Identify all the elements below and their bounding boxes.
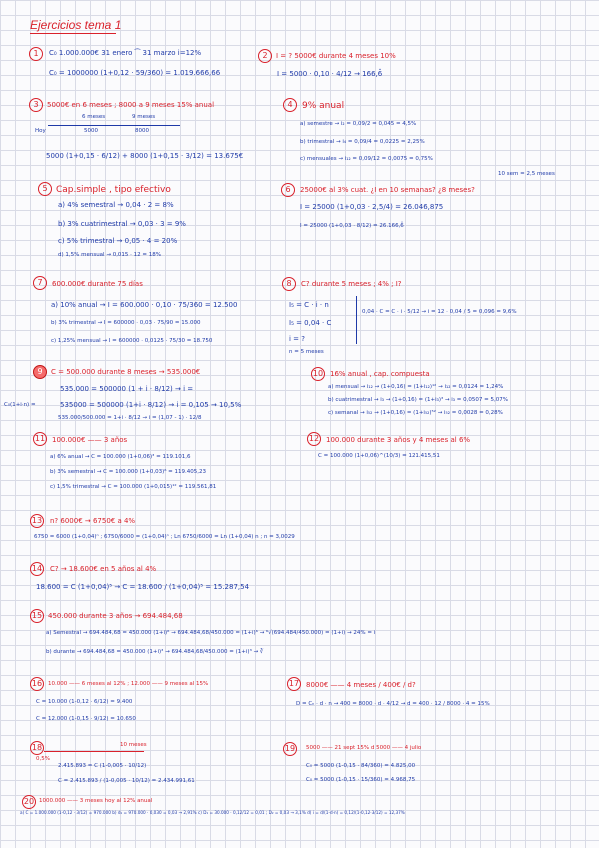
- exercise-line: b) trimestral → i₄ = 0,09/4 = 0,0225 = 2,25%: [300, 139, 425, 145]
- exercise-number: 6: [281, 183, 295, 197]
- exercise-header: 9% anual: [302, 101, 345, 111]
- exercise-line: i = ?: [289, 335, 305, 343]
- exercise-line: C₀ = 5000 (1-0,15 · 15/360) = 4.968,75: [306, 777, 416, 783]
- exercise-line: n = 5 meses: [289, 349, 324, 355]
- exercise-number: 19: [283, 742, 297, 756]
- exercise-line: 6750 = 6000 (1+0,04)ⁿ ; 6750/6000 = (1+0,04)ⁿ ; Ln 6750/6000 = Ln (1+0,04) n ; n = 3,0029: [34, 534, 295, 540]
- exercise-line: c) mensuales → i₁₂ = 0,09/12 = 0,0075 = 0,75%: [300, 156, 433, 162]
- exercise-line: a) 4% semestral → 0,04 · 2 = 8%: [58, 201, 174, 209]
- exercise-line: c) 1,25% mensual → I = 600000 · 0,0125 · 75/30 = 18.750: [51, 338, 213, 344]
- exercise-line: b) 3% cuatrimestral → 0,03 · 3 = 9%: [58, 220, 186, 228]
- exercise-line: a) C = 1.000.000 (1-0,12 · 3/12) = 970.000 b) d₁ = 970.000 · 0,030 = 0,03 → 2,91% c) D₁ = 30.000 · 0,12/12 = 0,01 ; D₂ = 0,03 → 3,1% d) i = d/(1-d·n) = 0,12/(1-0,12·3/12) = 12,37%: [20, 810, 405, 815]
- exercise-line: 2.415.893 = C (1-0,005 · 10/12): [58, 763, 147, 769]
- exercise-header: I = ? 5000€ durante 4 meses 10%: [276, 52, 396, 60]
- timeline-label: Hoy: [35, 128, 46, 134]
- page-title: Ejercicios tema 1: [30, 18, 122, 32]
- exercise-line: I₅ = 0,04 · C: [289, 319, 332, 327]
- exercise-line: C₀ = 5000 (1-0,15 · 84/360) = 4.825,00: [306, 763, 416, 769]
- timeline-label: 5000: [84, 128, 98, 134]
- exercise-line: c) 1,5% trimestral → C = 100.000 (1+0,015)¹² = 119.561,81: [50, 484, 217, 490]
- timeline-label: 8000: [135, 128, 149, 134]
- exercise-header: C? durante 5 meses ; 4% ; I?: [301, 280, 402, 288]
- exercise-note: 10 sem = 2,5 meses: [498, 171, 555, 177]
- exercise-number: 5: [38, 182, 52, 196]
- title-underline: [30, 33, 116, 34]
- exercise-line: I₅ = C · i · n: [289, 301, 329, 309]
- exercise-line: 535.000/500.000 = 1+i · 8/12 → i = (1,07 - 1) · 12/8: [58, 415, 202, 421]
- exercise-line: a) Semestral → 694.484,68 = 450.000 (1+i)⁶ → 694.484,68/450.000 = (1+i)⁶ → ⁶√(694.484/450.000) = (1+i) → 24% = i: [46, 630, 376, 636]
- exercise-header: C₀ 1.000.000€ 31 enero ⁀ 31 marzo i=12%: [49, 49, 202, 57]
- exercise-number: 1: [29, 47, 43, 61]
- exercise-line: I = 25000 (1+0,03 · 8/12) = 26.166,6̂: [300, 223, 404, 229]
- exercise-line: 18.600 = C (1+0,04)⁵ → C = 18.600 / (1+0,04)⁵ = 15.287,54: [36, 583, 250, 591]
- exercise-header: n? 6000€ → 6750€ a 4%: [50, 517, 136, 525]
- exercise-line: a) mensual → i₁₂ → (1+0,16) = (1+i₁₂)¹² → i₁₂ = 0,0124 = 1,24%: [328, 384, 504, 390]
- exercise-header: 10.000 —— 6 meses al 12% ; 12.000 —— 9 meses al 15%: [48, 681, 209, 687]
- timeline-label: 9 meses: [132, 114, 156, 120]
- exercise-note: 0,5%: [36, 756, 50, 762]
- exercise-line: 535.000 = 500000 (1 + i · 8/12) → i =: [60, 385, 194, 393]
- exercise-header: 16% anual , cap. compuesta: [330, 370, 430, 378]
- timeline-label: 6 meses: [82, 114, 106, 120]
- exercise-line: b) cuatrimestral → i₃ → (1+0,16) = (1+i₃)³ → i₃ = 0,0507 = 5,07%: [328, 397, 508, 403]
- exercise-header: 450.000 durante 3 años → 694.484,68: [48, 612, 183, 620]
- exercise-line: D = Cₙ · d · n → 400 = 8000 · d · 4/12 → d = 400 · 12 / 8000 · 4 = 15%: [296, 701, 490, 707]
- exercise-header: C = 500.000 durante 8 meses → 535.000€: [51, 368, 201, 376]
- exercise-line: C₀ = 1000000 (1+0,12 · 59/360) = 1.019.666,66: [49, 69, 221, 77]
- exercise-line: c) semanal → i₅₂ → (1+0,16) = (1+i₅₂)⁵² → i₅₂ = 0,0028 = 0,28%: [328, 410, 503, 416]
- exercise-line: d) 1,5% mensual → 0,015 · 12 = 18%: [58, 252, 162, 258]
- exercise-header: 10 meses: [120, 742, 147, 748]
- exercise-number: 18: [30, 741, 44, 755]
- exercise-line: C = 100.000 (1+0,06)^(10/3) = 121.415,51: [318, 453, 440, 459]
- exercise-header: 600.000€ durante 75 días: [52, 280, 143, 288]
- exercise-header: Cap.simple , tipo efectivo: [56, 185, 171, 195]
- exercise-header: 5000€ en 6 meses ; 8000 a 9 meses 15% anual: [47, 101, 215, 109]
- exercise-number: 17: [287, 677, 301, 691]
- exercise-number: 10: [311, 367, 325, 381]
- timeline-axis: [44, 751, 144, 752]
- separator-line: [356, 296, 357, 344]
- exercise-line: C = 10.000 (1-0,12 · 6/12) = 9.400: [36, 699, 133, 705]
- exercise-header: 1000.000 —— 3 meses hoy al 12% anual: [39, 798, 153, 804]
- exercise-line: c) 5% trimestral → 0,05 · 4 = 20%: [58, 237, 178, 245]
- exercise-header: 100.000€ —— 3 años: [52, 436, 128, 444]
- exercise-line: 5000 (1+0,15 · 6/12) + 8000 (1+0,15 · 3/12) = 13.675€: [46, 152, 244, 160]
- exercise-number: 12: [307, 432, 321, 446]
- exercise-line: b) 3% semestral → C = 100.000 (1+0,03)⁶ = 119.405,23: [50, 469, 207, 475]
- exercise-number: 16: [30, 677, 44, 691]
- exercise-number: 20: [22, 795, 36, 809]
- exercise-side-calc: 0,04 · C = C · i · 5/12 → i = 12 · 0,04 / 5 = 0,096 = 9,6%: [362, 309, 517, 315]
- exercise-number: 7: [33, 276, 47, 290]
- exercise-header: C? → 18.600€ en 5 años al 4%: [50, 565, 157, 573]
- exercise-number: 4: [283, 98, 297, 112]
- exercise-header: 25000€ al 3% cuat. ¿I en 10 semanas? ¿8 meses?: [300, 186, 475, 194]
- exercise-number: 2: [258, 49, 272, 63]
- exercise-side-calc: C₀(1+i·n) =: [4, 402, 36, 408]
- exercise-number: 15: [30, 609, 44, 623]
- exercise-line: I = 5000 · 0,10 · 4/12 → 166,6̂: [277, 70, 383, 78]
- exercise-line: a) 10% anual → I = 600.000 · 0,10 · 75/360 = 12.500: [51, 301, 238, 309]
- exercise-line: b) durante → 694.484,68 = 450.000 (1+i)³ → 694.484,68/450.000 = (1+i)³ → ∛: [46, 649, 264, 655]
- exercise-line: b) 3% trimestral → I = 600000 · 0,03 · 75/90 = 15.000: [51, 320, 201, 326]
- exercise-number: 13: [30, 514, 44, 528]
- exercise-line: a) 6% anual → C = 100.000 (1+0,06)³ = 119.101,6: [50, 454, 191, 460]
- exercise-header: 5000 —— 21 sept 15% d 5000 —— 4 julio: [306, 745, 422, 751]
- exercise-number: 14: [30, 562, 44, 576]
- exercise-line: C = 12.000 (1-0,15 · 9/12) = 10.650: [36, 716, 136, 722]
- timeline-axis: [48, 125, 180, 126]
- exercise-line: I = 25000 (1+0,03 · 2,5/4) = 26.046,875: [300, 203, 444, 211]
- exercise-line: 535000 = 500000 (1+i · 8/12) → i = 0,105 → 10,5%: [60, 401, 242, 409]
- exercise-header: 8000€ —— 4 meses / 400€ / d?: [306, 681, 416, 689]
- exercise-number: 3: [29, 98, 43, 112]
- exercise-header: 100.000 durante 3 años y 4 meses al 6%: [326, 436, 471, 444]
- exercise-line: a) semestre → i₂ = 0,09/2 = 0,045 = 4,5%: [300, 121, 417, 127]
- exercise-line: C = 2.415.893 / (1-0,005 · 10/12) = 2.434.991,61: [58, 778, 195, 784]
- exercise-number: 11: [33, 432, 47, 446]
- exercise-number: 8: [282, 277, 296, 291]
- exercise-number: 9: [33, 365, 47, 379]
